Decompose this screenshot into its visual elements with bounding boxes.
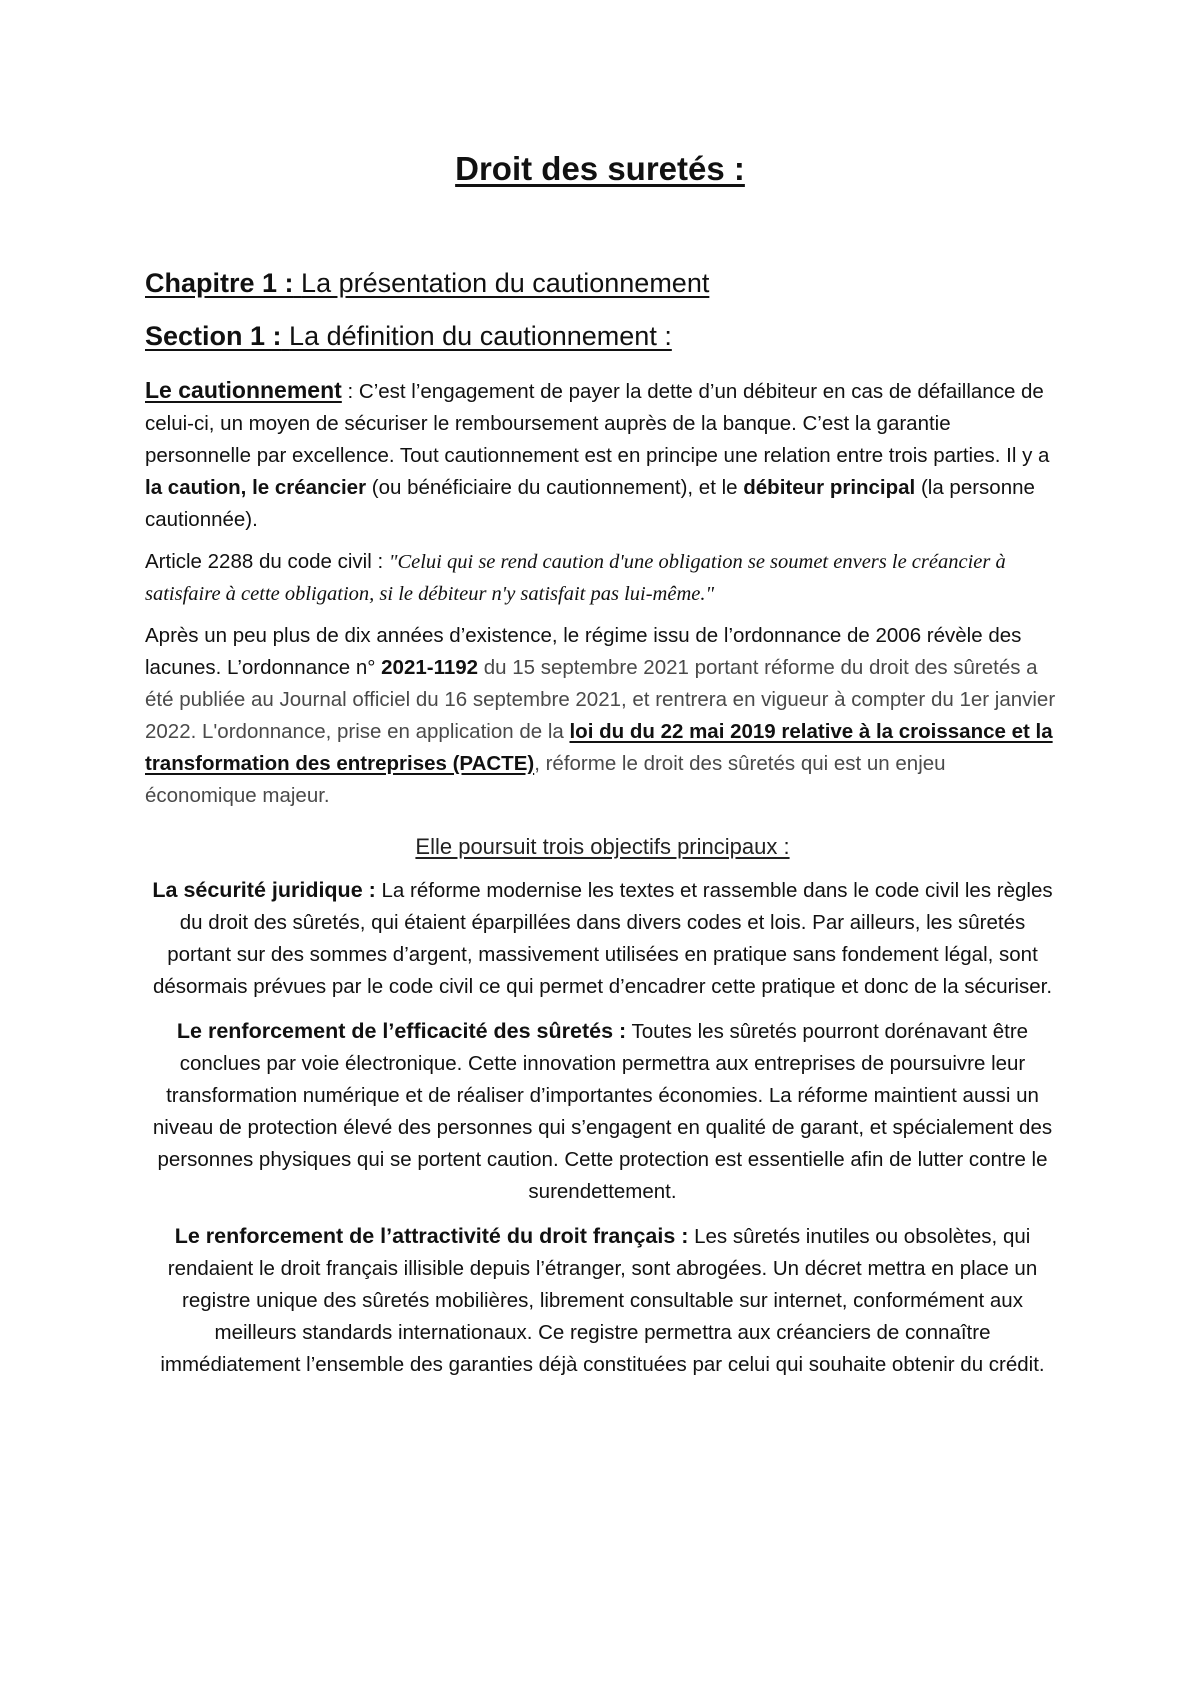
document-title: Droit des suretés : [455, 150, 745, 187]
document-body [145, 268, 1060, 1393]
reform-text-3: , réforme le droit des sûretés qui est un enjeu économique majeur. [145, 752, 946, 807]
section-label: Section 1 : [145, 321, 282, 351]
objective-item [145, 874, 1060, 1003]
objective-title: La sécurité juridique : [152, 878, 376, 902]
definition-text-2: (ou bénéficiaire du cautionnement), et le [366, 476, 744, 499]
section-title: La définition du cautionnement : [289, 321, 672, 351]
definition-text-3: (la personne cautionnée). [145, 476, 1035, 531]
objective-text: Toutes les sûretés pourront dorénavant être conclues par voie électronique. Cette innovation permettra aux entreprises de poursuivre leur transformation numérique et de réaliser d’importantes économies. La réforme maintient aussi un niveau de protection élevé des personnes qui s’engagent en qualité de garant, et spécialement des personnes physiques qui se portent caution. Cette protection est essentielle afin de lutter contre le surendettement. [152, 1020, 1053, 1203]
objective-text: La réforme modernise les textes et rassemble dans le code civil les règles du droit des sûretés, qui étaient éparpillées dans divers codes et lois. Par ailleurs, les sûretés portant sur des sommes d’argent, massivement utilisées en pratique sans fondement légal, sont désormais prévues par le code civil ce qui permet d’encadrer cette pratique et donc de la sécuriser. [152, 879, 1053, 998]
definition-parties: la caution, le créancier [145, 476, 367, 499]
article-quote: "Celui qui se rend caution d'une obligation se soumet envers le créancier à satisfaire à cette obligation, si le débiteur n'y satisfait pas lui-même." [145, 551, 1006, 605]
reform-text-1: Après un peu plus de dix années d’existence, le régime issu de l’ordonnance de 2006 révèle des lacunes. L’ordonnance n° [145, 624, 1022, 679]
reform-paragraph [145, 620, 1060, 812]
chapter-heading [145, 268, 1060, 299]
chapter-title: La présentation du cautionnement [301, 268, 710, 298]
definition-paragraph [145, 374, 1060, 536]
pacte-law-link[interactable]: loi du du 22 mai 2019 relative à la croissance et la transformation des entreprises (PACTE) [145, 720, 1053, 775]
reform-text-2: du 15 septembre 2021 portant réforme du droit des sûretés a été publiée au Journal officiel du 16 septembre 2021, et rentrera en vigueur à compter du 1er janvier 2022. L'ordonnance, prise en application de la [145, 656, 1056, 743]
section-heading [145, 321, 1060, 352]
definition-text-1: : C’est l’engagement de payer la dette d’un débiteur en cas de défaillance de celui-ci, un moyen de sécuriser le remboursement auprès de la banque. C’est la garantie personnelle par excellence. Tout cautionnement est en principe une relation entre trois parties. Il y a [145, 380, 1050, 467]
ordinance-number: 2021-1192 [381, 656, 479, 679]
chapter-label: Chapitre 1 : [145, 268, 294, 298]
article-paragraph [145, 546, 1060, 610]
objectives-heading: Elle poursuit trois objectifs principaux : [415, 834, 790, 859]
article-reference: Article 2288 du code civil : [145, 550, 389, 573]
objective-title: Le renforcement de l’attractivité du droit français : [174, 1224, 689, 1248]
definition-principal-debtor: débiteur principal [743, 476, 916, 499]
definition-term: Le cautionnement [145, 377, 342, 403]
objective-item [145, 1015, 1060, 1208]
objective-text: Les sûretés inutiles ou obsolètes, qui rendaient le droit français illisible depuis l’étranger, sont abrogées. Un décret mettra en place un registre unique des sûretés mobilières, librement consultable sur internet, conformément aux meilleurs standards internationaux. Ce registre permettra aux créanciers de connaître immédiatement l’ensemble des garanties déjà constituées par celui qui souhaite obtenir du crédit. [160, 1225, 1045, 1376]
objective-item [145, 1220, 1060, 1381]
objective-title: Le renforcement de l’efficacité des sûretés : [176, 1019, 627, 1043]
